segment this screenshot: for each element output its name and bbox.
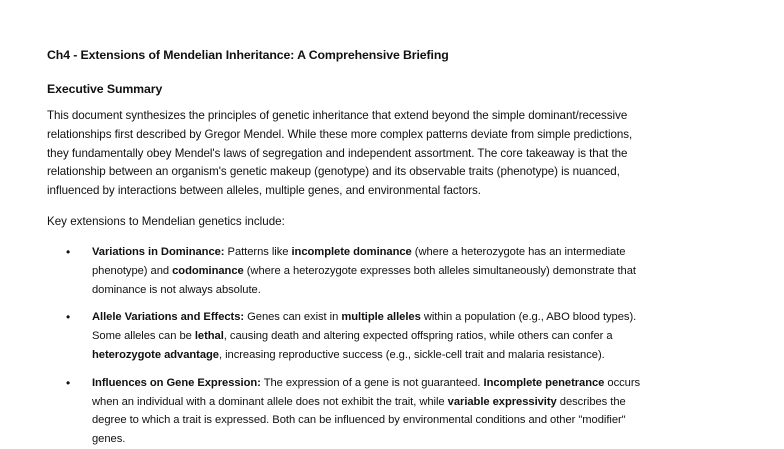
- summary-line: they fundamentally obey Mendel's laws of segregation and independent assortment. The core takeaway is that the: [47, 146, 628, 160]
- bullet-item: [47, 243, 744, 299]
- bullet-text: Genes can exist in: [244, 311, 342, 324]
- bold-term: lethal: [194, 330, 224, 343]
- bullet-line: [92, 243, 744, 262]
- bullet-line: [92, 430, 744, 449]
- bold-term: Variations in Dominance:: [92, 245, 225, 258]
- bullet-marker: •: [66, 310, 71, 325]
- document-title: Ch4 - Extensions of Mendelian Inheritance: A Comprehensive Briefing: [47, 48, 449, 62]
- bullet-text: dominance is not always absolute.: [92, 283, 261, 296]
- section-heading: Executive Summary: [47, 82, 163, 96]
- bold-term: Influences on Gene Expression:: [92, 376, 261, 389]
- bullet-text: Some alleles can be: [92, 330, 195, 343]
- extensions-bullet-list: [47, 243, 744, 449]
- bullet-marker: •: [66, 244, 71, 259]
- bold-term: Incomplete penetrance: [483, 376, 605, 389]
- bullet-line: [92, 262, 744, 281]
- bullet-text: degree to which a trait is expressed. Both can be influenced by environmental conditions and other "modifier": [92, 414, 626, 427]
- bullet-line: [92, 281, 744, 300]
- bullet-text: Patterns like: [224, 245, 292, 258]
- summary-line: This document synthesizes the principles of genetic inheritance that extend beyond the simple dominant/recessive: [47, 109, 628, 122]
- bold-term: heterozygote advantage: [92, 348, 219, 361]
- bullet-line: [92, 374, 744, 393]
- bullet-text: genes.: [92, 433, 126, 446]
- bullet-text: (where a heterozygote has an intermediate: [411, 245, 626, 258]
- bullet-text: within a population (e.g., ABO blood types).: [420, 311, 637, 324]
- bullet-line: [92, 393, 744, 412]
- bold-term: codominance: [172, 264, 244, 277]
- bullet-line: [92, 327, 744, 346]
- bold-term: incomplete dominance: [291, 245, 412, 258]
- bullet-text: , increasing reproductive success (e.g., sickle-cell trait and malaria resistance).: [218, 348, 605, 361]
- bullet-item: [47, 308, 744, 364]
- summary-line: relationship between an organism's genetic makeup (genotype) and its observable traits (phenotype) is nuanced,: [47, 165, 620, 179]
- bullet-text: The expression of a gene is not guaranteed.: [260, 376, 484, 389]
- bullet-marker: •: [66, 375, 71, 390]
- bullet-line: [92, 308, 744, 327]
- bullet-text: , causing death and altering expected offspring ratios, while others can confer a: [223, 330, 613, 343]
- bullet-item: [47, 374, 744, 449]
- bold-term: Allele Variations and Effects:: [92, 311, 245, 324]
- bullet-text: (where a heterozygote expresses both alleles simultaneously) demonstrate that: [243, 264, 636, 277]
- summary-line: influenced by interactions between alleles, multiple genes, and environmental factors.: [47, 184, 481, 198]
- bullet-text: describes the: [556, 395, 626, 408]
- bullet-line: [92, 346, 744, 365]
- bullet-text: occurs: [604, 376, 641, 389]
- bold-term: variable expressivity: [447, 395, 557, 408]
- summary-line: relationships first described by Gregor Mendel. While these more complex patterns deviate from simple predictions,: [47, 127, 633, 141]
- bullet-text: phenotype) and: [92, 264, 173, 277]
- bold-term: multiple alleles: [341, 311, 421, 324]
- summary-paragraph: [47, 107, 744, 201]
- bullet-text: when an individual with a dominant allele does not exhibit the trait, while: [92, 395, 448, 408]
- bullet-line: [92, 411, 744, 430]
- lead-in-text: Key extensions to Mendelian genetics include:: [47, 214, 285, 228]
